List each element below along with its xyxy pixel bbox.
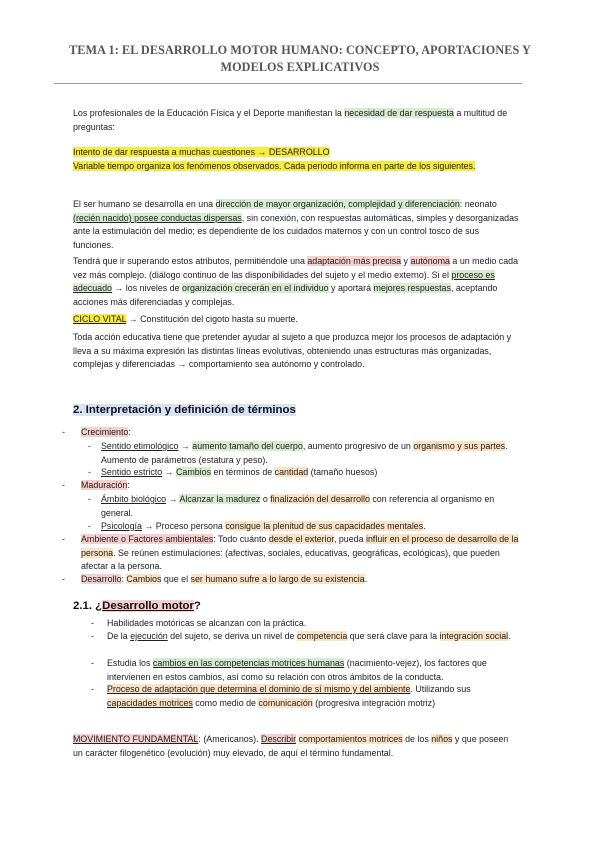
maduracion-sub-2 (101, 520, 521, 534)
motor-item-4-comunicacion: comunicación (258, 697, 313, 708)
motor-item-2-competencia: competencia (296, 631, 348, 641)
bullet-dash: - (88, 467, 91, 477)
maduracion-s2-highlight: consigue la plenitud de sus capacidades mentales (225, 521, 424, 531)
maduracion-s1-text-c: con referencia al organismo en general. (101, 494, 495, 518)
bullet-dash: - (91, 684, 94, 694)
section-2-1-qopen: ¿ (95, 600, 103, 612)
desarrollo-text-a: : (121, 574, 127, 584)
maduracion-label: Maduración (81, 480, 128, 490)
crecimiento-s2-text-c: (tamaño huesos) (308, 467, 378, 477)
ambiente-text-c: , pueda (333, 534, 367, 544)
movimiento-text-e: de los (402, 734, 432, 744)
crecimiento-s1-term: Sentido etimológico (101, 441, 179, 451)
ciclo-vital-line (73, 313, 520, 327)
motor-item-4-text-b: como medio de (192, 697, 259, 708)
movimiento-text-a: (Americanos). (200, 734, 262, 744)
bullet-dash: - (62, 534, 65, 544)
section-2-1-term: Desarrollo motor (102, 600, 194, 612)
movimiento-fundamental-paragraph (73, 733, 520, 760)
yellow-line-1: Intento de dar respuesta a muchas cuestiones → DESARROLLO (73, 147, 330, 157)
paragraph-1 (73, 198, 520, 252)
para2-text-g: → los niveles de (112, 283, 183, 293)
para2-text-e: a un medio cada vez más complejo. (diálogo continuo de las disponibilidades del sujeto y el medio externo). Si el (73, 256, 519, 280)
motor-item-1: Habilidades motóricas se alcanzan con la práctica. (107, 618, 307, 628)
crecimiento-s1-highlight-b: organismo y sus partes (413, 441, 506, 451)
ambiente-text-e: . Se reúnen estimulaciones: (afectivas, sociales, educativas, geográficas, ecológicas), que pueden afectar a la persona. (81, 547, 500, 571)
ambiente-highlight-b: desde el exterior (268, 534, 334, 544)
motor-item-2 (107, 630, 521, 644)
movimiento-ninos: niños (431, 734, 453, 744)
motor-item-2-text-a: De la (107, 631, 131, 641)
motor-item-3-text-b: (nacimiento-vejez), los factores que intervienen en estos cambios, así como su relación con otros ámbitos de la conducta. (107, 658, 487, 682)
para1-underlined: (recién nacido) posee conductas dispersas (73, 212, 242, 223)
desarrollo-label: Desarrollo (81, 574, 122, 584)
ambiente-text-a: : Todo cuánto (213, 534, 269, 544)
section-2-1-qclose: ? (193, 600, 201, 612)
crecimiento-s2-highlight: Cambios (175, 467, 212, 477)
bullet-dash: - (91, 618, 94, 628)
bullet-dash: - (62, 480, 65, 490)
crecimiento-s1-text-a: , aumento progresivo de un (302, 441, 414, 451)
maduracion-colon: : (127, 480, 130, 490)
maduracion-s2-term: Psicología (101, 521, 142, 531)
yellow-highlight-block (73, 146, 520, 173)
motor-item-4-text-c: (progresiva integración motriz) (312, 697, 436, 708)
paragraph-3: Toda acción educativa tiene que pretender ayudar al sujeto a que produzca mejor los procesos de adaptación y lleva a su máxima expresión las distintas líneas evolutivas, obteniendo unas estructuras más organizadas, complejas y diferenciadas → comportamiento sea autónomo y controlado. (73, 332, 512, 369)
desarrollo-text-e: . (364, 574, 368, 584)
crecimiento-item (81, 426, 521, 440)
maduracion-s1-highlight: Alcanzar la madurez (179, 494, 261, 504)
section-2-heading-text: 2. Interpretación y definición de términos (73, 404, 296, 416)
crecimiento-s1-arrow: → (178, 441, 193, 451)
maduracion-s1-highlight-b: finalización del desarrollo (270, 494, 370, 504)
desarrollo-text-c: que el (161, 574, 191, 584)
bullet-dash: - (88, 441, 91, 451)
desarrollo-item (81, 573, 521, 587)
motor-item-2-text-c: que será clave para la (347, 631, 440, 641)
para2-text-a: Tendrá que ir superando estos atributos, permitiéndole una (73, 256, 308, 266)
bullet-dash: - (88, 521, 91, 531)
ambiente-highlight-d: influir en el proceso de desarrollo de la persona (81, 534, 519, 558)
bullet-dash: - (62, 574, 65, 584)
motor-item-2-text-b: del sujeto, se deriva un nivel de (167, 631, 297, 641)
section-2-1-heading (73, 600, 201, 612)
crecimiento-s1-highlight: aumento tamaño del cuerpo (192, 441, 303, 451)
maduracion-s1-text-a: o (260, 494, 271, 504)
para1-text-c: : neonato (459, 199, 497, 209)
para2-highlight-j: mejores respuestas (373, 283, 451, 293)
movimiento-colon: : (198, 734, 201, 744)
intro-text: Los profesionales de la Educación Física y el Deporte manifiestan la (73, 108, 345, 118)
motor-item-4 (107, 683, 521, 710)
crecimiento-s2-text-a: en términos de (211, 467, 275, 477)
yellow-line-2: Variable tiempo organiza los fenómenos observados. Cada periodo informa en parte de los siguientes. (73, 160, 476, 171)
movimiento-highlight-d: comportamientos motrices (298, 734, 403, 744)
crecimiento-s2-highlight-b: cantidad (274, 467, 309, 477)
section-2-heading (73, 404, 296, 416)
maduracion-sub-1 (101, 493, 521, 520)
title-divider (54, 83, 522, 84)
motor-item-4-capacidades: capacidades motrices (107, 697, 193, 708)
para2-highlight-b: adaptación más precisa (307, 256, 402, 266)
ambiente-label: Ambiente o Factores ambientales (81, 534, 214, 544)
desarrollo-highlight-b: Cambios (126, 574, 162, 584)
bullet-dash: - (91, 658, 94, 668)
crecimiento-sub-2 (101, 466, 521, 480)
motor-item-4-highlight: Proceso de adaptación que determina el dominio de sí mismo y del ambiente (107, 684, 411, 694)
desarrollo-highlight-d: ser humano sufre a lo largo de su existencia (190, 574, 365, 584)
maduracion-s1-arrow: → (166, 494, 180, 504)
maduracion-item (81, 479, 521, 493)
ciclo-vital-term: CICLO VITAL (73, 314, 127, 324)
motor-item-4-text-a: . Utilizando sus (410, 684, 471, 694)
crecimiento-label: Crecimiento (81, 427, 129, 437)
bullet-dash: - (62, 427, 65, 437)
crecimiento-s2-term: Sentido estricto (101, 467, 163, 477)
motor-item-3-highlight: cambios en las competencias motrices humanas (152, 658, 345, 668)
para2-text-k: , aceptando acciones más diferenciadas y complejas. (73, 283, 498, 307)
bullet-dash: - (88, 494, 91, 504)
ambiente-item (81, 533, 521, 574)
bullet-dash: - (91, 631, 94, 641)
para2-text-i: y aportará (328, 283, 374, 293)
para1-text-a: El ser humano se desarrolla en una (73, 199, 216, 209)
motor-item-3 (107, 657, 521, 684)
movimiento-term: MOVIMIENTO FUNDAMENTAL (73, 734, 199, 744)
intro-text-end: a multitud de preguntas: (73, 108, 508, 132)
para2-highlight-h: organización crecerán en el individuo (182, 283, 329, 293)
maduracion-s2-text-c: . (423, 521, 426, 531)
motor-item-3-text-a: Estudia los (107, 658, 153, 668)
para2-highlight-f: proceso es adecuado (73, 269, 495, 293)
para2-text-c: y (401, 256, 411, 266)
page-title: TEMA 1: EL DESARROLLO MOTOR HUMANO: CONCEPTO, APORTACIONES Y MODELOS EXPLICATIVOS (69, 43, 531, 74)
intro-highlight: necesidad de dar respuesta (344, 108, 454, 118)
ciclo-vital-text: → Constitución del cigoto hasta su muerte. (126, 314, 298, 324)
maduracion-s1-term: Ámbito biológico (101, 494, 167, 504)
movimiento-describir: Describir (261, 734, 297, 744)
crecimiento-s2-arrow: → (162, 467, 176, 477)
paragraph-2 (73, 255, 520, 309)
crecimiento-sub-1 (101, 440, 521, 467)
para1-text-e: , sin conexión, con respuestas automáticas, simples y desorganizadas ante la estimulación del medio; es dependiente de los cuidados maternos y con un control tosco de sus funciones. (73, 212, 519, 250)
crecimiento-s1-text-c: . Aumento de parámetros (estatura y peso). (101, 441, 508, 465)
section-2-1-num: 2.1. (73, 600, 96, 612)
crecimiento-colon: : (128, 427, 131, 437)
motor-item-2-period: . (508, 631, 511, 641)
intro-paragraph (73, 107, 520, 134)
motor-item-2-integracion: integración social (439, 631, 509, 641)
para2-highlight-d: autónoma (410, 256, 450, 266)
motor-item-2-ejecucion: ejecución (130, 631, 168, 641)
movimiento-text-g: y que poseen un carácter filogenético (evolución) muy elevado, de aquí el término fundamental. (73, 734, 509, 758)
maduracion-s2-arrow: → Proceso persona (141, 521, 226, 531)
para1-highlight: dirección de mayor organización, complejidad y diferenciación (215, 199, 460, 209)
